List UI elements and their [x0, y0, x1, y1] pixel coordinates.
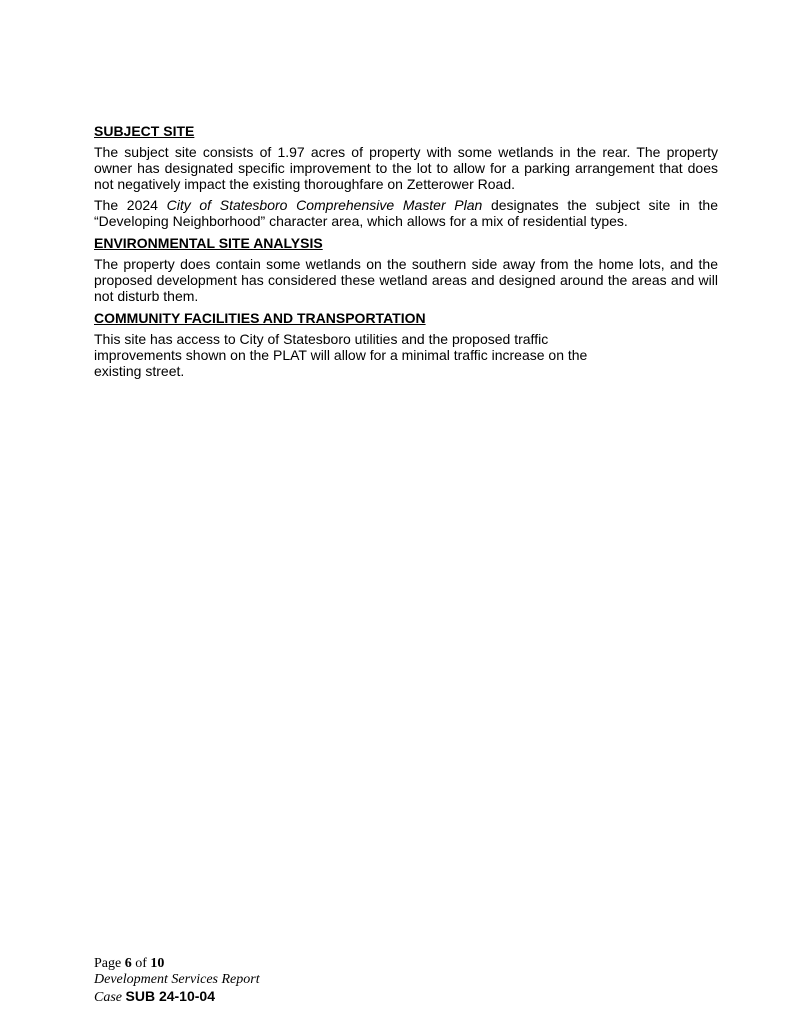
- environmental-section: [94, 234, 718, 304]
- environmental-paragraph: The property does contain some wetlands on the southern side away from the home lots, and the proposed development has considered these wetland areas and designed around the areas and will not disturb them.: [94, 256, 718, 304]
- community-facilities-heading: COMMUNITY FACILITIES AND TRANSPORTATION: [94, 310, 426, 326]
- page-footer: [94, 956, 260, 1006]
- community-facilities-paragraph: [94, 331, 718, 379]
- master-plan-paragraph: [94, 197, 718, 229]
- community-line-2: improvements shown on the PLAT will allow for a minimal traffic increase on the: [94, 347, 588, 363]
- report-name-text: Development Services Report: [94, 972, 260, 987]
- case-number: [94, 988, 260, 1006]
- page-current: 6: [124, 956, 132, 971]
- subject-site-paragraph: The subject site consists of 1.97 acres of property with some wetlands in the rear. The property owner has designated specific improvement to the lot to allow for a parking arrangement that does not negatively impact the existing thoroughfare on Zetterower Road.: [94, 144, 718, 192]
- community-line-3: existing street.: [94, 363, 185, 379]
- case-word: Case: [94, 990, 126, 1005]
- page-total: 10: [150, 956, 165, 971]
- report-name: [94, 972, 260, 988]
- master-plan-title: City of Statesboro Comprehensive Master Plan: [166, 197, 483, 213]
- subject-site-section: [94, 122, 718, 229]
- report-body: [94, 122, 718, 384]
- case-id: SUB 24-10-04: [125, 988, 215, 1004]
- master-plan-text-before: The 2024: [94, 197, 167, 213]
- subject-site-heading: SUBJECT SITE: [94, 123, 195, 139]
- environmental-heading: ENVIRONMENTAL SITE ANALYSIS: [94, 235, 323, 251]
- page-word: Page: [94, 956, 125, 971]
- community-line-1: This site has access to City of Statesboro utilities and the proposed traffic: [94, 331, 549, 347]
- of-word: of: [131, 956, 151, 971]
- page-number: [94, 956, 260, 972]
- community-facilities-section: [94, 309, 718, 379]
- master-plan-text-after: designates the subject site in the “Developing Neighborhood” character area, which allows for a mix of residential types.: [94, 197, 718, 229]
